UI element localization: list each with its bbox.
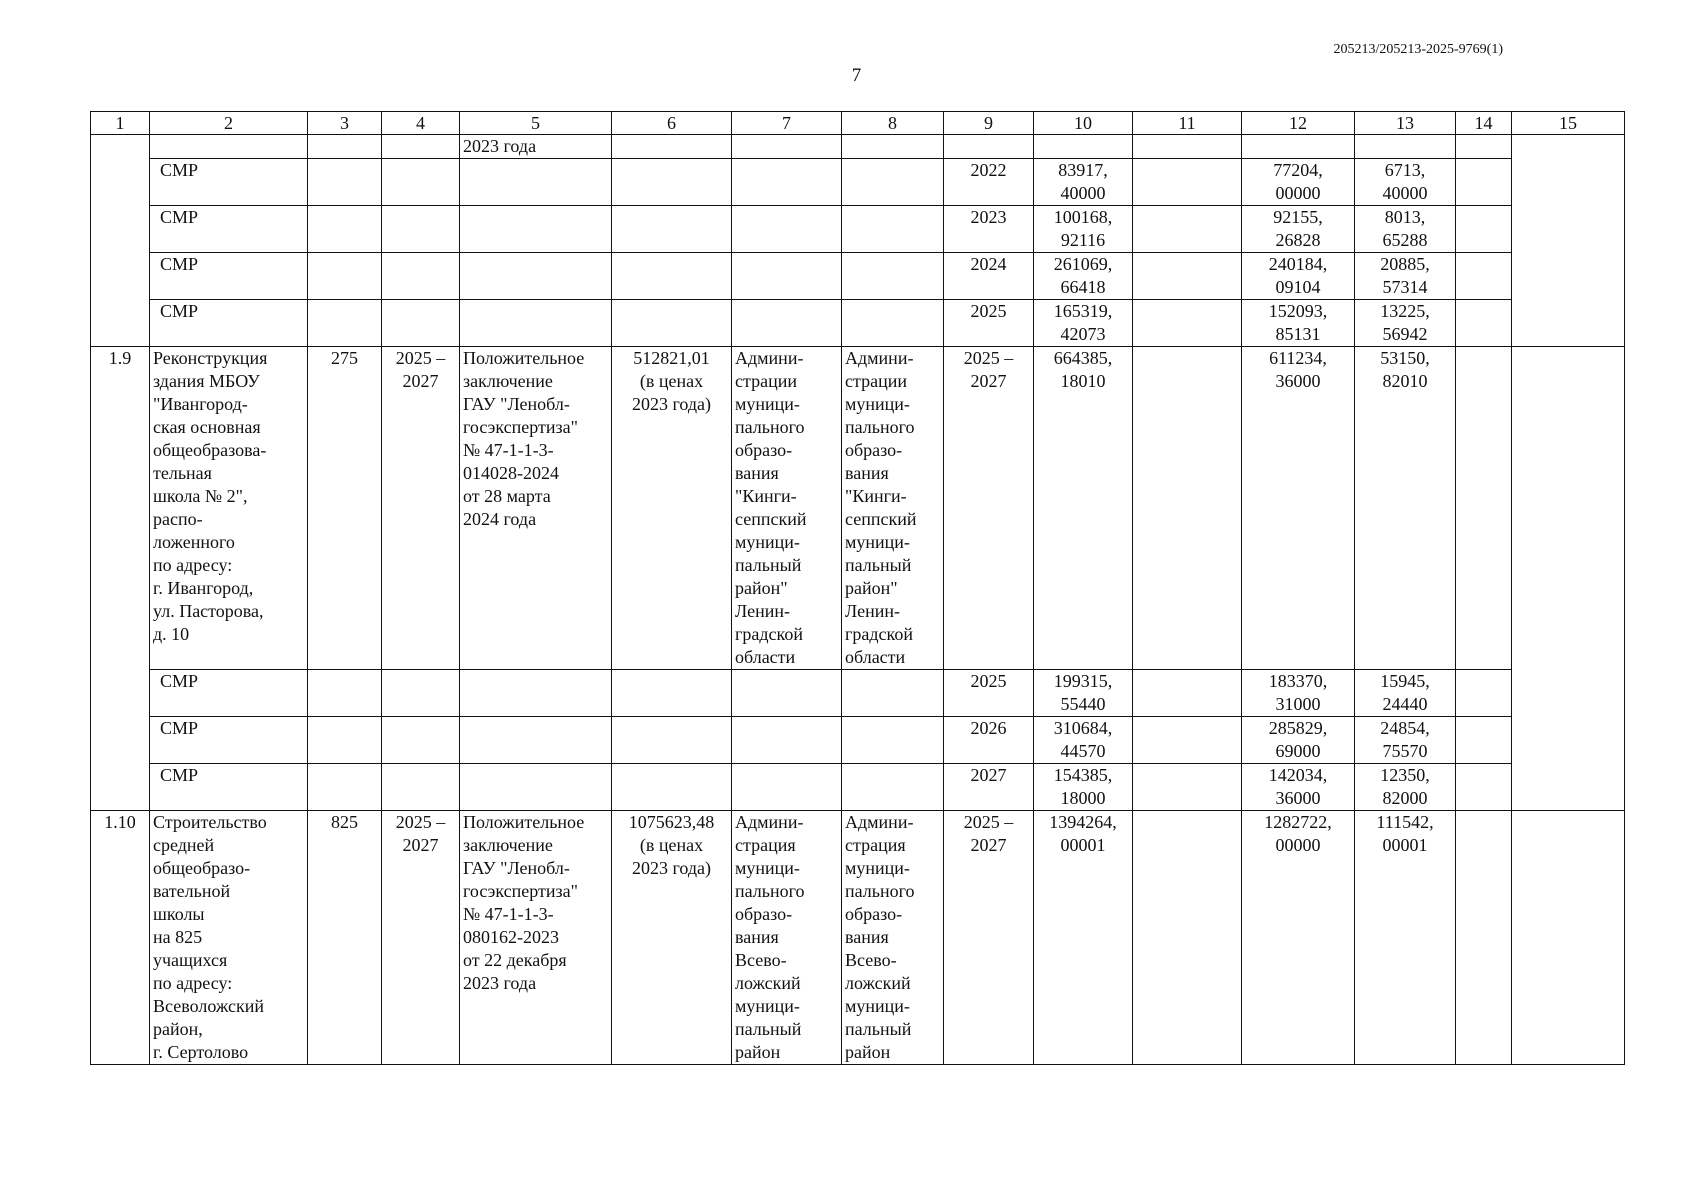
cell-total: 165319, 42073 (1034, 300, 1133, 347)
cell-total: 261069, 66418 (1034, 253, 1133, 300)
cell (1355, 135, 1456, 159)
data-table (90, 111, 1625, 1065)
cell-local: 53150, 82010 (1355, 347, 1456, 670)
cell (842, 159, 944, 206)
cell (308, 135, 382, 159)
cell (1456, 670, 1512, 717)
cell (150, 135, 308, 159)
cell (382, 717, 460, 764)
cell-year: 2023 (944, 206, 1034, 253)
cell (382, 670, 460, 717)
cell-regional: 611234, 36000 (1242, 347, 1355, 670)
cell-regional: 152093, 85131 (1242, 300, 1355, 347)
cell (612, 206, 732, 253)
cell (612, 670, 732, 717)
cell-local: 20885, 57314 (1355, 253, 1456, 300)
cell-smr-label: СМР (150, 159, 308, 206)
header-row (91, 112, 1625, 135)
cell (460, 206, 612, 253)
cell (1456, 347, 1512, 670)
cell-num (91, 135, 150, 347)
cell (1133, 300, 1242, 347)
cell-col15 (1512, 811, 1625, 1065)
header-cell: 7 (732, 112, 842, 135)
cell (1034, 135, 1133, 159)
cell-local: 12350, 82000 (1355, 764, 1456, 811)
cell-developer: Админи- страции муници- пального образо- вания "Кинги- сеппский муници- пальный район" Ленин- градской области (842, 347, 944, 670)
table-row (91, 717, 1625, 764)
cell-total: 199315, 55440 (1034, 670, 1133, 717)
cell-local: 111542, 00001 (1355, 811, 1456, 1065)
cell (1133, 347, 1242, 670)
cell-capacity: 275 (308, 347, 382, 670)
cell (842, 253, 944, 300)
cell-local: 8013, 65288 (1355, 206, 1456, 253)
table-row (91, 135, 1625, 159)
table-row (91, 764, 1625, 811)
cell-object-name: Строительство средней общеобразо- вательной школы на 825 учащихся по адресу: Всеволожский район, г. Сертолово (150, 811, 308, 1065)
cell (732, 300, 842, 347)
header-cell: 3 (308, 112, 382, 135)
header-cell: 1 (91, 112, 150, 135)
cell-regional: 240184, 09104 (1242, 253, 1355, 300)
cell-period: 2025 – 2027 (382, 811, 460, 1065)
cell-year: 2022 (944, 159, 1034, 206)
cell (308, 670, 382, 717)
cell (1133, 253, 1242, 300)
page-number: 7 (851, 65, 862, 86)
cell-year: 2024 (944, 253, 1034, 300)
header-cell: 11 (1133, 112, 1242, 135)
header-cell: 6 (612, 112, 732, 135)
cell-approval: Положительное заключение ГАУ "Ленобл- госэкспертиза" № 47-1-1-3- 014028-2024 от 28 марта 2024 года (460, 347, 612, 670)
cell (612, 253, 732, 300)
cell (460, 300, 612, 347)
cell-period: 2025 – 2027 (382, 347, 460, 670)
cell-year: 2025 (944, 300, 1034, 347)
cell-customer: Админи- страция муници- пального образо- вания Всево- ложский муници- пальный район (732, 811, 842, 1065)
cell-year: 2025 – 2027 (944, 347, 1034, 670)
cell-local: 24854, 75570 (1355, 717, 1456, 764)
header-cell: 8 (842, 112, 944, 135)
cell-local: 15945, 24440 (1355, 670, 1456, 717)
cell (732, 764, 842, 811)
cell (1456, 159, 1512, 206)
cell (1456, 717, 1512, 764)
cell (732, 670, 842, 717)
table-row (91, 347, 1625, 670)
cell-year: 2025 (944, 670, 1034, 717)
cell-num: 1.9 (91, 347, 150, 811)
cell-col15 (1512, 135, 1625, 347)
document-id: 205213/205213-2025-9769(1) (1333, 42, 1503, 57)
cell (308, 717, 382, 764)
header-cell: 12 (1242, 112, 1355, 135)
cell (1456, 811, 1512, 1065)
table-row (91, 811, 1625, 1065)
cell (308, 300, 382, 347)
table-row (91, 159, 1625, 206)
cell (1456, 300, 1512, 347)
cell (382, 135, 460, 159)
cell-regional: 142034, 36000 (1242, 764, 1355, 811)
cell-regional: 77204, 00000 (1242, 159, 1355, 206)
cell (1133, 206, 1242, 253)
cell (842, 135, 944, 159)
cell (612, 300, 732, 347)
header-cell: 9 (944, 112, 1034, 135)
cell-approval: 2023 года (460, 135, 612, 159)
table-row (91, 253, 1625, 300)
cell-regional: 1282722, 00000 (1242, 811, 1355, 1065)
cell (1133, 159, 1242, 206)
cell-cost: 1075623,48 (в ценах 2023 года) (612, 811, 732, 1065)
header-cell: 5 (460, 112, 612, 135)
cell (460, 670, 612, 717)
cell (612, 717, 732, 764)
cell-total: 664385, 18010 (1034, 347, 1133, 670)
cell (460, 159, 612, 206)
cell (1456, 206, 1512, 253)
cell-total: 1394264, 00001 (1034, 811, 1133, 1065)
cell (1456, 253, 1512, 300)
cell (460, 717, 612, 764)
cell-total: 83917, 40000 (1034, 159, 1133, 206)
cell (308, 764, 382, 811)
cell-local: 6713, 40000 (1355, 159, 1456, 206)
cell-regional: 183370, 31000 (1242, 670, 1355, 717)
cell-year: 2027 (944, 764, 1034, 811)
cell-total: 154385, 18000 (1034, 764, 1133, 811)
cell-regional: 92155, 26828 (1242, 206, 1355, 253)
cell (382, 159, 460, 206)
cell-smr-label: СМР (150, 300, 308, 347)
table-row (91, 300, 1625, 347)
cell (460, 253, 612, 300)
cell (732, 159, 842, 206)
cell-smr-label: СМР (150, 253, 308, 300)
cell (612, 764, 732, 811)
cell (382, 300, 460, 347)
cell-smr-label: СМР (150, 717, 308, 764)
cell (842, 206, 944, 253)
cell (732, 717, 842, 764)
cell-customer: Админи- страции муници- пального образо- вания "Кинги- сеппский муници- пальный район" Ленин- градской области (732, 347, 842, 670)
cell (308, 253, 382, 300)
header-cell: 13 (1355, 112, 1456, 135)
cell (308, 159, 382, 206)
cell (732, 206, 842, 253)
cell (382, 206, 460, 253)
cell (382, 253, 460, 300)
cell-year: 2026 (944, 717, 1034, 764)
cell (1456, 764, 1512, 811)
cell-num: 1.10 (91, 811, 150, 1065)
cell-local: 13225, 56942 (1355, 300, 1456, 347)
cell-cost: 512821,01 (в ценах 2023 года) (612, 347, 732, 670)
cell (732, 253, 842, 300)
cell (1242, 135, 1355, 159)
cell (1133, 717, 1242, 764)
cell-approval: Положительное заключение ГАУ "Ленобл- госэкспертиза" № 47-1-1-3- 080162-2023 от 22 декабря 2023 года (460, 811, 612, 1065)
cell (1456, 135, 1512, 159)
cell (842, 670, 944, 717)
cell (1133, 764, 1242, 811)
cell (612, 159, 732, 206)
cell (944, 135, 1034, 159)
cell-total: 100168, 92116 (1034, 206, 1133, 253)
cell (612, 135, 732, 159)
cell-regional: 285829, 69000 (1242, 717, 1355, 764)
cell-smr-label: СМР (150, 764, 308, 811)
cell (732, 135, 842, 159)
cell-developer: Админи- страция муници- пального образо- вания Всево- ложский муници- пальный район (842, 811, 944, 1065)
cell (842, 717, 944, 764)
cell-smr-label: СМР (150, 670, 308, 717)
cell (382, 764, 460, 811)
cell (1133, 811, 1242, 1065)
header-cell: 15 (1512, 112, 1625, 135)
header-cell: 10 (1034, 112, 1133, 135)
cell (1133, 670, 1242, 717)
table-row (91, 670, 1625, 717)
table-row (91, 206, 1625, 253)
cell-col15 (1512, 347, 1625, 811)
cell-year: 2025 – 2027 (944, 811, 1034, 1065)
header-cell: 4 (382, 112, 460, 135)
cell (308, 206, 382, 253)
cell-smr-label: СМР (150, 206, 308, 253)
cell (842, 764, 944, 811)
cell (1133, 135, 1242, 159)
cell-object-name: Реконструкция здания МБОУ "Ивангород- ская основная общеобразова- тельная школа № 2", распо- ложенного по адресу: г. Ивангород, ул. Пасторова, д. 10 (150, 347, 308, 670)
cell (842, 300, 944, 347)
cell-capacity: 825 (308, 811, 382, 1065)
cell-total: 310684, 44570 (1034, 717, 1133, 764)
header-cell: 2 (150, 112, 308, 135)
header-cell: 14 (1456, 112, 1512, 135)
cell (460, 764, 612, 811)
